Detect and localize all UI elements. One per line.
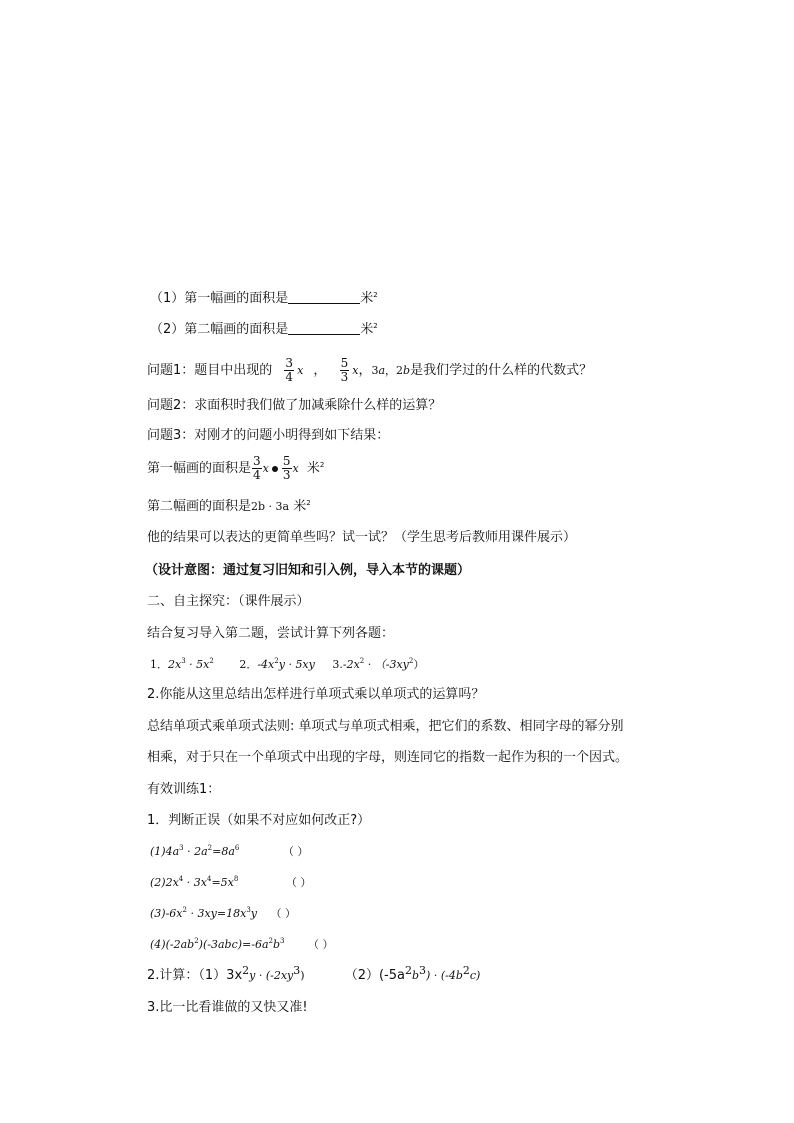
wenti-3: 问题3：对刚才的问题小明得到如下结果： bbox=[147, 428, 390, 443]
multiply-dot bbox=[272, 466, 278, 472]
judge-paren-2[interactable]: （ ） bbox=[285, 876, 312, 889]
answer-blank-1[interactable] bbox=[288, 291, 360, 304]
combine-instruction: 结合复习导入第二题，尝试计算下列各题： bbox=[147, 626, 395, 641]
exercise-list: 1．$2x^3 \cdot 5x^2$ 2．$-4x^2y \cdot 5xy$ $3.-2x^2 \cdot (-3xy^2)$ bbox=[150, 657, 425, 671]
section-heading-2: 二、自主探究：（课件展示） bbox=[147, 594, 310, 609]
judge-paren-3[interactable]: （ ） bbox=[270, 907, 296, 920]
calc-exercise: 2.计算：$(1)3x^2y \cdot (-2xy^3) (2)(-5a^2b^3) \cdot (-4b^2c)$ bbox=[147, 964, 481, 983]
rule-line-1: 总结单项式乘单项式法则: 单项式与单项式相乘，把它们的系数、相同字母的幂分别 bbox=[147, 719, 624, 734]
judge-item-1: $(1)4a^3 \cdot 2a^2=8a^6$ （ ） bbox=[150, 844, 309, 858]
design-intent: （设计意图：通过复习旧知和引入例，导入本节的课题） bbox=[145, 563, 471, 578]
q2-unit: 米 bbox=[360, 322, 374, 337]
question-2-area: （2）第二幅画的面积是 米$^2$ bbox=[150, 322, 378, 337]
area-1-result: 第一幅画的面积是 $\frac{3}{4}$ x $\frac{5}{3}$ x 米$^2$ bbox=[147, 454, 325, 482]
judge-paren-1[interactable]: （ ） bbox=[282, 845, 309, 858]
judge-item-3: $(3)-6x^2 \cdot 3xy=18x^3y$ （ ） bbox=[150, 906, 296, 920]
wenti-1: 问题1：题目中出现的 $\frac{3}{4}$ x ， $\frac{5}{3}$ x，3a，2b是我们学过的什么样的代数式？ bbox=[147, 356, 593, 384]
answer-blank-2[interactable] bbox=[288, 322, 360, 335]
rule-line-2: 相乘，对于只在一个单项式中出现的字母，则连同它的指数一起作为积的一个因式。 bbox=[147, 750, 629, 765]
fraction-5-3: $\frac{5}{3}$ bbox=[340, 356, 349, 384]
wenti-2: 问题2：求面积时我们做了加减乘除什么样的运算？ bbox=[147, 398, 442, 413]
training-heading: 有效训练1： bbox=[147, 782, 221, 797]
compete-prompt: 3.比一比看谁做的又快又准! bbox=[147, 1000, 308, 1015]
judge-paren-4[interactable]: （ ） bbox=[308, 938, 334, 951]
judge-item-2: $(2)2x^4 \cdot 3x^4=5x^8$ （ ） bbox=[150, 875, 312, 889]
q1-prefix: （1）第一幅画的面积是 bbox=[150, 291, 289, 306]
summary-question: 2.你能从这里总结出怎样进行单项式乘以单项式的运算吗？ bbox=[147, 687, 485, 702]
judge-item-4: $(4)(-2ab^2)(-3abc)=-6a^2b^3$ （ ） bbox=[150, 937, 334, 951]
judge-heading: 1．判断正误（如果不对应如何改正?） bbox=[147, 813, 371, 828]
q1-unit: 米 bbox=[360, 291, 374, 306]
q2-prefix: （2）第二幅画的面积是 bbox=[150, 322, 289, 337]
question-1-area: （1）第一幅画的面积是 米$^2$ bbox=[150, 291, 378, 306]
fraction-3-4: $\frac{3}{4}$ bbox=[285, 356, 294, 384]
area-2-result: 第二幅画的面积是2b · 3a 米$^2$ bbox=[147, 499, 311, 514]
simplify-prompt: 他的结果可以表达的更简单些吗？试一试？（学生思考后教师用课件展示） bbox=[147, 530, 577, 545]
